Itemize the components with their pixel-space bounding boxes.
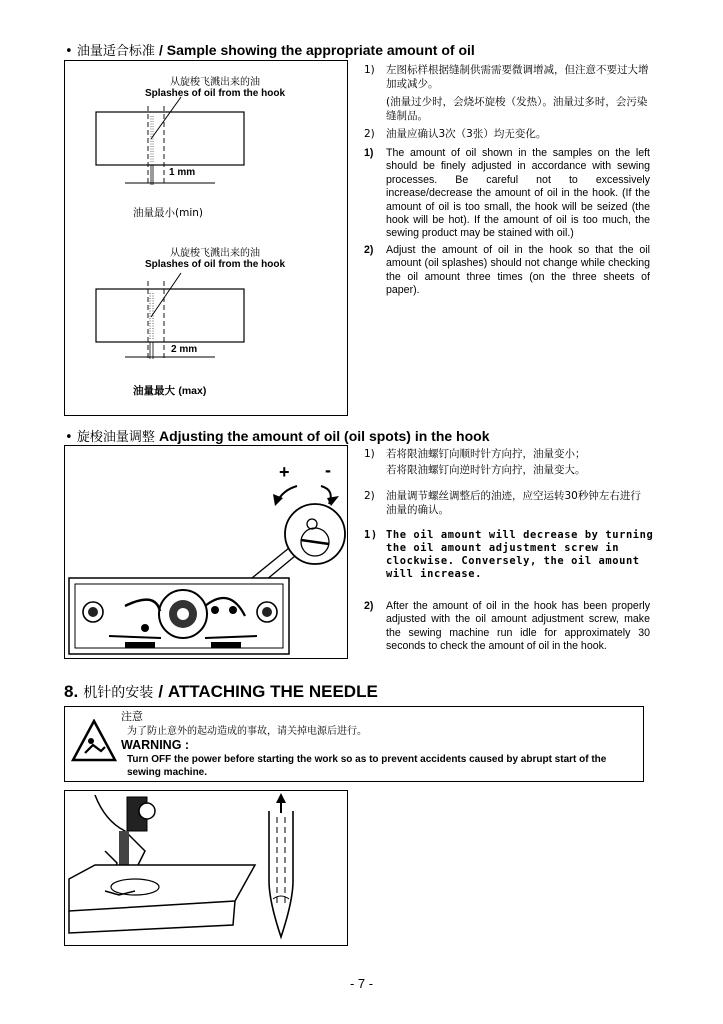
figure1-label-min: 油量最小(min) [133,207,203,219]
oil-sample-drawings [65,61,347,415]
figure1-dimension: 1 mm [169,167,196,178]
oil-sample-cn-text [364,63,650,145]
warning-label: WARNING : [121,738,190,752]
caution-heading: 注意 [121,710,143,723]
cn-item: 1) 左图标样根据缝制供需需要微调增减，但注意不要过大增加或减少。 [364,64,649,90]
oil-sample-figure-frame [64,60,348,416]
hook-adjustment-drawing [65,446,347,658]
adjust-figure-frame [64,445,348,659]
en-item: 1) The oil amount will decrease by turning the oil amount adjustment screw in clockwise. Conversely, the oil amount will increase. [364,529,654,580]
figure2-caption: 从旋梭飞溅出来的油 Splashes of oil from the hook [144,248,285,270]
figure2-label-max: 油量最大 (max) [133,385,207,397]
warning-box [64,706,644,782]
oil-sample-en-text [364,147,650,301]
caution-text: 为了防止意外的起动造成的事故，请关掉电源后进行。 [127,726,367,737]
cn-item: 2) 油量应确认3次（3张）均无变化。 [364,128,547,140]
adjust-en-text-1 [364,529,654,585]
en-item: 2) Adjust the amount of oil in the hook so that the oil amount (oil splashes) should not change while checking the oil amount three times (on the three sheets of paper). [364,243,650,297]
cn-item: (油量过少时，会烧坏旋梭（发热）。油量过多时，会污染缝制品。 [386,96,648,122]
section-heading-adjust: • 旋梭油量调整 Adjusting the amount of oil (oil spots) in the hook [65,428,490,445]
en-item: 2) After the amount of oil in the hook has been properly adjusted with the oil amount adjustment screw, make the sewing machine run idle for approximately 30 seconds to check the amount of oil in the hook. [364,600,650,653]
warning-triangle-icon [71,719,117,763]
plus-sign: + [279,462,290,482]
needle-attachment-drawing [65,791,347,945]
figure2-dimension: 2 mm [171,344,198,355]
page-number: - 7 - [349,976,374,991]
needle-figure-frame [64,790,348,946]
section8-heading: 8. 机针的安装 / ATTACHING THE NEEDLE [64,682,378,701]
adjust-en-text-2 [364,600,650,658]
adjust-cn-text [364,447,650,521]
cn-item: 1) 若将限油螺钉向顺时针方向拧，油量变小； [364,448,586,460]
en-item: 1) The amount of oil shown in the samples on the left should be finely adjusted in accordance with sewing processes. Be careful not to excessively increase/decrease the amount of oil in the hook. (If the amount of oil is too small, the hook will be seized (the hook will be hot). If the amount of oil is too much, the sewing product may be stained with oil.) [364,147,650,240]
cn-item: 若将限油螺钉向逆时针方向拧，油量变大。 [386,464,586,476]
cn-item: 2) 油量调节螺丝调整后的油迹，应空运转30秒钟左右进行油量的确认。 [364,490,641,516]
minus-sign: - [325,460,331,480]
figure1-caption: 从旋梭飞溅出来的油 Splashes of oil from the hook [144,77,285,99]
section-heading-oil-sample: • 油量适合标准 / Sample showing the appropriate amount of oil [65,42,475,59]
warning-text: Turn OFF the power before starting the work so as to prevent accidents caused by abrupt start of the sewing machine. [127,754,607,778]
